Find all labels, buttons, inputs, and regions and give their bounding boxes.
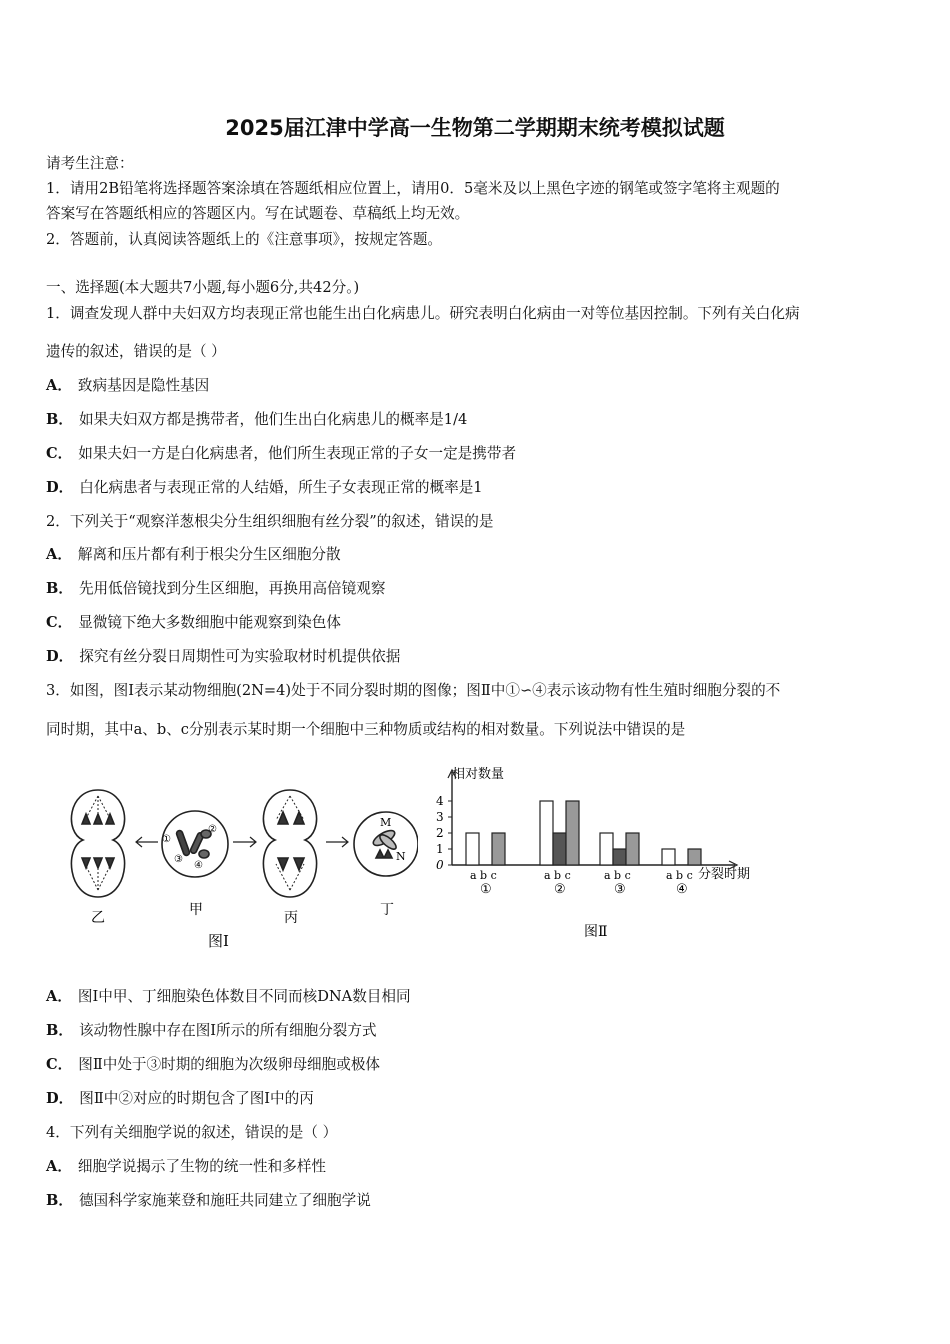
exam-title: 2025届江津中学高一生物第二学期期末统考模拟试题 (225, 116, 725, 140)
category-label: ④ (676, 882, 688, 897)
option-text: 图Ⅰ中甲、丁细胞染色体数目不同而核DNA数目相同 (77, 988, 411, 1005)
label-jia: 甲 (189, 902, 203, 918)
q3-option-b[interactable] (46, 1019, 377, 1040)
bar-sublabels: a b c (470, 869, 497, 882)
y-tick-label: 3 (436, 810, 444, 824)
option-text: 探究有丝分裂日周期性可为实验取材时机提供依据 (79, 648, 401, 665)
mark-n: N (396, 850, 406, 863)
label-yi: 乙 (91, 910, 105, 926)
bar-b-3 (613, 849, 626, 865)
bar-sublabels: a b c (604, 869, 631, 882)
option-text: 德国科学家施莱登和施旺共同建立了细胞学说 (78, 1192, 371, 1209)
option-text: 先用低倍镜找到分生区细胞，再换用高倍镜观察 (78, 580, 386, 597)
option-label: B． (46, 580, 73, 597)
notice-line-2: 2．答题前，认真阅读答题纸上的《注意事项》，按规定答题。 (46, 231, 443, 248)
mark-3: ③ (174, 854, 183, 865)
option-label: C． (46, 614, 73, 631)
option-text: 显微镜下绝大多数细胞中能观察到染色体 (78, 614, 341, 631)
notice-heading: 请考生注意： (46, 155, 134, 172)
label-bing: 丙 (284, 910, 298, 926)
q2-stem: 2．下列关于“观察洋葱根尖分生组织细胞有丝分裂”的叙述，错误的是 (46, 513, 494, 530)
q1-option-b[interactable] (46, 408, 467, 429)
option-text: 白化病患者与表现正常的人结婚，所生子女表现正常的概率是1 (79, 479, 483, 496)
bar-c-3 (626, 833, 639, 865)
arrow-left (136, 837, 158, 847)
q2-option-a[interactable] (46, 543, 341, 564)
figure-2-bar-chart (430, 762, 770, 947)
option-label: D． (46, 648, 74, 665)
option-text: 细胞学说揭示了生物的统一性和多样性 (77, 1158, 327, 1175)
bar-a-3 (600, 833, 613, 865)
arrow-right-1 (233, 837, 256, 847)
option-text: 该动物性腺中存在图Ⅰ所示的所有细胞分裂方式 (78, 1022, 377, 1039)
arrow-right-2 (326, 837, 348, 847)
category-label: ② (554, 882, 566, 897)
notice-line-1: 1．请用2B铅笔将选择题答案涂填在答题纸相应位置上，请用0．5毫米及以上黑色字迹的钢笔或签字笔将主观题的 (46, 180, 780, 197)
option-text: 解离和压片都有利于根尖分生区细胞分散 (77, 546, 341, 563)
q4-option-a[interactable] (46, 1155, 326, 1176)
cell-bing (263, 790, 316, 897)
q1-stem-2: 遗传的叙述，错误的是（ ） (46, 343, 226, 360)
q3-stem-1: 3．如图，图Ⅰ表示某动物细胞(2N=4)处于不同分裂时期的图像；图Ⅱ中①∽④表示该动物有性生殖时细胞分裂的不 (46, 682, 781, 699)
bar-a-1 (466, 833, 479, 865)
mark-2: ② (208, 824, 217, 835)
chart-xlabel: 分裂时期 (698, 867, 751, 882)
q2-option-c[interactable] (46, 611, 341, 632)
bar-b-2 (553, 833, 566, 865)
option-label: B． (46, 411, 73, 428)
bar-c-2 (566, 801, 579, 865)
mark-4: ④ (194, 860, 203, 871)
bar-a-4 (662, 849, 675, 865)
option-text: 如果夫妇一方是白化病患者，他们所生表现正常的子女一定是携带者 (78, 445, 517, 462)
q1-option-c[interactable] (46, 442, 516, 463)
chart-title: 图Ⅱ (584, 924, 608, 940)
mark-m: M (380, 816, 392, 829)
q2-option-b[interactable] (46, 577, 385, 598)
option-label: B． (46, 1022, 73, 1039)
y-tick-label: 0 (436, 858, 444, 872)
q3-option-c[interactable] (46, 1053, 380, 1074)
category-label: ③ (614, 882, 626, 897)
option-label: C． (46, 445, 73, 462)
q3-option-a[interactable] (46, 985, 411, 1006)
q4-option-b[interactable] (46, 1189, 371, 1210)
option-label: D． (46, 479, 74, 496)
notice-line-1b: 答案写在答题纸相应的答题区内。写在试题卷、草稿纸上均无效。 (46, 205, 470, 222)
bar-c-1 (492, 833, 505, 865)
mark-1: ① (162, 834, 171, 845)
figure-1-cell-division (58, 762, 418, 957)
category-label: ① (480, 882, 492, 897)
label-ding: 丁 (380, 902, 394, 918)
q1-option-a[interactable] (46, 374, 209, 395)
option-label: D． (46, 1090, 74, 1107)
option-label: A． (46, 377, 72, 394)
option-text: 如果夫妇双方都是携带者，他们生出白化病患儿的概率是1/4 (78, 411, 468, 428)
cell-yi (71, 790, 124, 897)
option-text: 图Ⅱ中处于③时期的细胞为次级卵母细胞或极体 (78, 1056, 381, 1073)
figure-1-caption: 图Ⅰ (208, 932, 229, 950)
q3-option-d[interactable] (46, 1087, 314, 1108)
bar-a-2 (540, 801, 553, 865)
q1-option-d[interactable] (46, 476, 483, 497)
q4-stem: 4．下列有关细胞学说的叙述，错误的是（ ） (46, 1124, 338, 1141)
q3-stem-2: 同时期，其中a、b、c分别表示某时期一个细胞中三种物质或结构的相对数量。下列说法中错误的是 (46, 721, 686, 738)
option-label: A． (46, 546, 72, 563)
chart-ylabel: 相对数量 (452, 767, 505, 782)
y-tick-label: 2 (436, 826, 444, 840)
q1-stem-1: 1．调查发现人群中夫妇双方均表现正常也能生出白化病患儿。研究表明白化病由一对等位基因控制。下列有关白化病 (46, 305, 800, 322)
option-label: B． (46, 1192, 73, 1209)
option-text: 致病基因是隐性基因 (77, 377, 210, 394)
option-label: A． (46, 988, 72, 1005)
y-tick-label: 1 (436, 842, 444, 856)
option-text: 图Ⅱ中②对应的时期包含了图Ⅰ中的丙 (79, 1090, 314, 1107)
q2-option-d[interactable] (46, 645, 400, 666)
option-label: A． (46, 1158, 72, 1175)
bar-sublabels: a b c (544, 869, 571, 882)
bar-c-4 (688, 849, 701, 865)
y-tick-label: 4 (436, 794, 444, 808)
section-heading: 一、选择题(本大题共7小题,每小题6分,共42分。) (46, 279, 360, 296)
option-label: C． (46, 1056, 73, 1073)
bar-sublabels: a b c (666, 869, 693, 882)
